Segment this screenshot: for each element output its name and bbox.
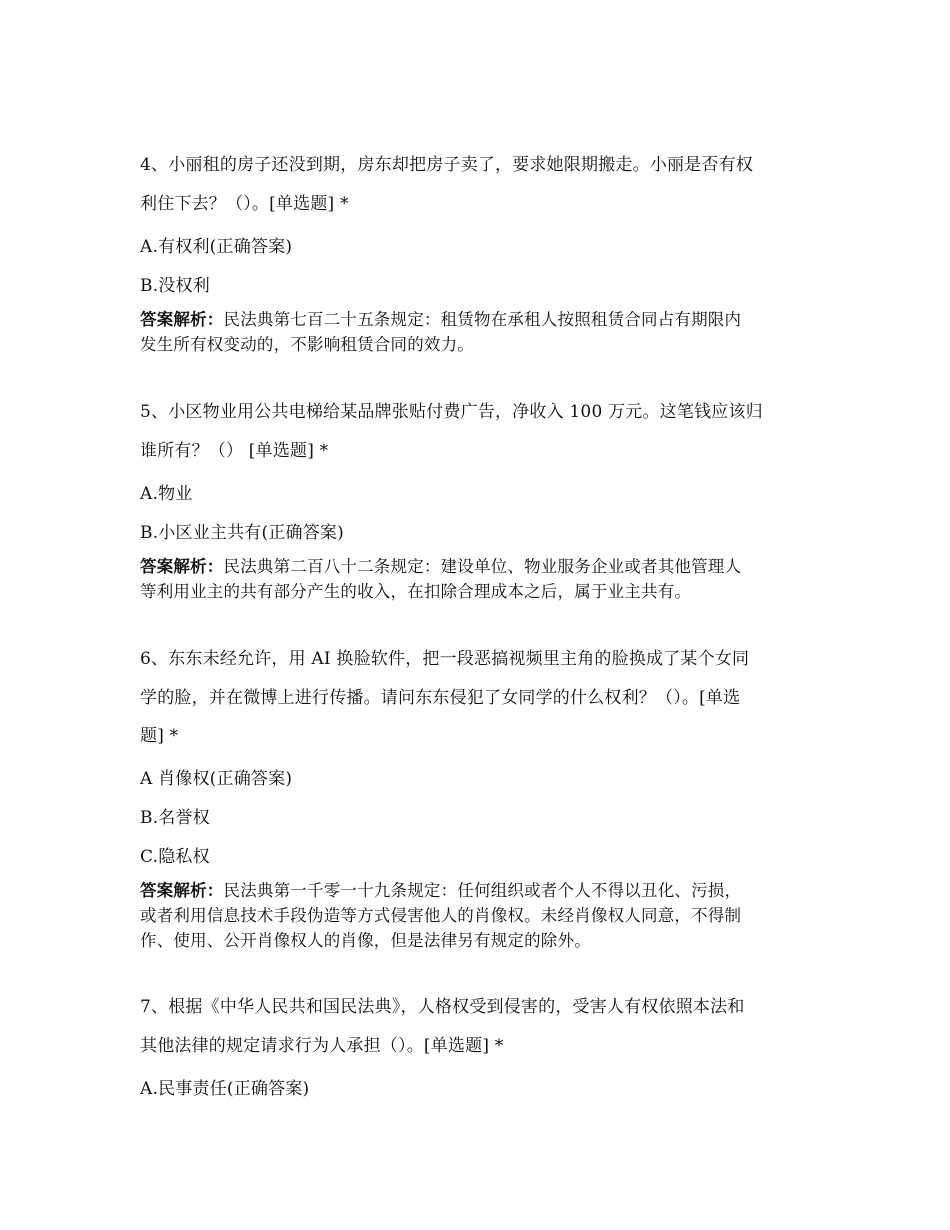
- question-6-analysis-line-2: 或者利用信息技术手段伪造等方式侵害他人的肖像权。未经肖像权人同意，不得制: [140, 906, 742, 925]
- question-4-analysis-line-2: 发生所有权变动的，不影响租赁合同的效力。: [140, 335, 474, 354]
- question-6-line-1: 6、东东未经允许，用 AI 换脸软件，把一段恶搞视频里主角的脸换成了某个女同: [140, 649, 750, 669]
- question-4-option-a: A.有权利(正确答案): [140, 237, 293, 257]
- analysis-label: 答案解析：: [140, 557, 224, 576]
- question-6-option-b: B.名誉权: [140, 808, 210, 828]
- question-7-option-a: A.民事责任(正确答案): [140, 1079, 310, 1099]
- question-5-line-1: 5、小区物业用公共电梯给某品牌张贴付费广告，净收入 100 万元。这笔钱应该归: [140, 402, 763, 422]
- question-4-option-b: B.没权利: [140, 276, 210, 296]
- question-5-option-a: A.物业: [140, 484, 193, 504]
- question-6-analysis-line-3: 作、使用、公开肖像权人的肖像，但是法律另有规定的除外。: [140, 931, 591, 950]
- analysis-label: 答案解析：: [140, 881, 224, 900]
- question-4-line-1: 4、小丽租的房子还没到期，房东却把房子卖了，要求她限期搬走。小丽是否有权: [140, 155, 754, 175]
- question-6-analysis-line-1: [140, 880, 741, 902]
- question-5-option-b: B.小区业主共有(正确答案): [140, 523, 344, 543]
- question-6-line-3: 题] *: [140, 726, 179, 746]
- question-7-line-1: 7、根据《中华人民共和国民法典》，人格权受到侵害的，受害人有权依照本法和: [140, 997, 745, 1017]
- question-5-line-2: 谁所有？（） [单选题] *: [140, 441, 329, 461]
- question-4-line-2: 利住下去？（）。[单选题] *: [140, 194, 349, 214]
- analysis-text: 民法典第一千零一十九条规定：任何组织或者个人不得以丑化、污损，: [223, 881, 742, 900]
- analysis-text: 民法典第二百八十二条规定：建设单位、物业服务企业或者其他管理人: [223, 557, 742, 576]
- analysis-label: 答案解析：: [140, 310, 224, 329]
- question-5-analysis-line-2: 等利用业主的共有部分产生的收入，在扣除合理成本之后，属于业主共有。: [140, 582, 692, 601]
- question-6-line-2: 学的脸，并在微博上进行传播。请问东东侵犯了女同学的什么权利？（）。[单选: [140, 688, 741, 708]
- question-7-line-2: 其他法律的规定请求行为人承担（）。[单选题] *: [140, 1036, 504, 1056]
- question-5-analysis-line-1: [140, 556, 741, 578]
- question-6-option-c: C.隐私权: [140, 847, 210, 867]
- question-4-analysis-line-1: [140, 309, 741, 331]
- analysis-text: 民法典第七百二十五条规定：租赁物在承租人按照租赁合同占有期限内: [223, 310, 742, 329]
- question-6-option-a: A 肖像权(正确答案): [140, 769, 293, 789]
